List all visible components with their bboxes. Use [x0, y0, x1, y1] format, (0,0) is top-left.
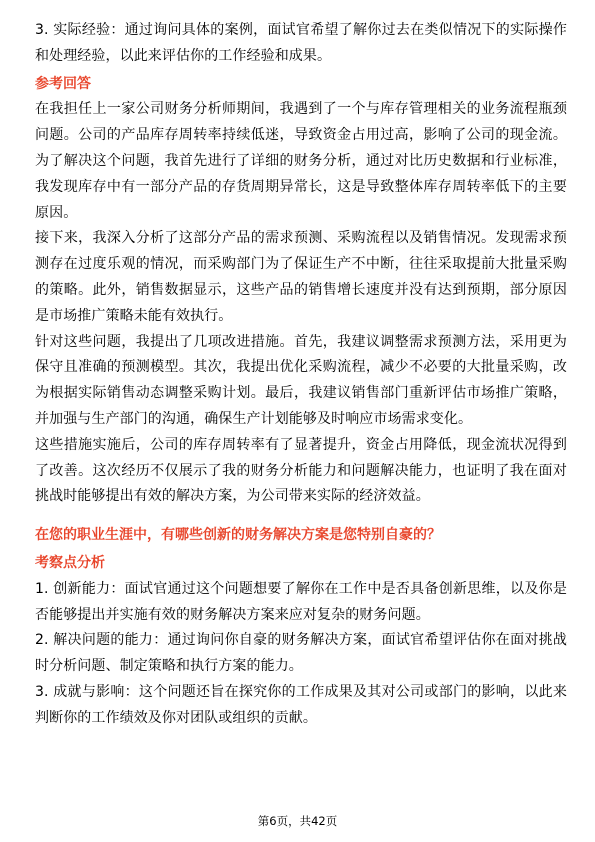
reference-answer-heading: 参考回答 [35, 75, 91, 92]
answer-paragraph: 针对这些问题，我提出了几项改进措施。首先，我建议调整需求预测方法，采用更为保守且准确的预测模型。其次，我提出优化采购流程，减少不必要的大批量采购，改为根据实际销售动态调整采购计划。最后，我建议销售部门重新评估市场推广策略，并加强与生产部门的沟通，确保生产计划能够及时响应市场需求变化。 [35, 333, 567, 427]
analysis-heading: 考察点分析 [35, 554, 105, 571]
page-content [35, 18, 567, 732]
answer-paragraph: 接下来，我深入分析了这部分产品的需求预测、采购流程以及销售情况。发现需求预测存在过度乐观的情况，而采购部门为了保证生产不中断，往往采取提前大批量采购的策略。此外，销售数据显示，这些产品的销售增长速度并没有达到预期，部分原因是市场推广策略未能有效执行。 [35, 230, 567, 324]
analysis-point: 3. 成就与影响：这个问题还旨在探究你的工作成果及其对公司或部门的影响，以此来判断你的工作绩效及你对团队或组织的贡献。 [35, 683, 567, 726]
analysis-point: 2. 解决问题的能力：通过询问你自豪的财务解决方案，面试官希望评估你在面对挑战时分析问题、制定策略和执行方案的能力。 [35, 632, 567, 675]
analysis-point: 1. 创新能力：面试官通过这个问题想要了解你在工作中是否具备创新思维，以及你是否能够提出并实施有效的财务解决方案来应对复杂的财务问题。 [35, 580, 567, 623]
answer-paragraph: 在我担任上一家公司财务分析师期间，我遇到了一个与库存管理相关的业务流程瓶颈问题。公司的产品库存周转率持续低迷，导致资金占用过高，影响了公司的现金流。为了解决这个问题，我首先进行了详细的财务分析，通过对比历史数据和行业标准，我发现库存中有一部分产品的存货周期异常长，这是导致整体库存周转率低下的主要原因。 [35, 101, 567, 221]
analysis-point-3-prev: 3. 实际经验：通过询问具体的案例，面试官希望了解你过去在类似情况下的实际操作和处理经验，以此来评估你的工作经验和成果。 [35, 22, 567, 64]
page-number-footer: 第6页，共42页 [257, 814, 338, 828]
question-heading: 在您的职业生涯中，有哪些创新的财务解决方案是您特别自豪的？ [35, 527, 441, 544]
answer-paragraph: 这些措施实施后，公司的库存周转率有了显著提升，资金占用降低，现金流状况得到了改善。这次经历不仅展示了我的财务分析能力和问题解决能力，也证明了我在面对挑战时能够提出有效的解决方案，为公司带来实际的经济效益。 [35, 436, 567, 505]
